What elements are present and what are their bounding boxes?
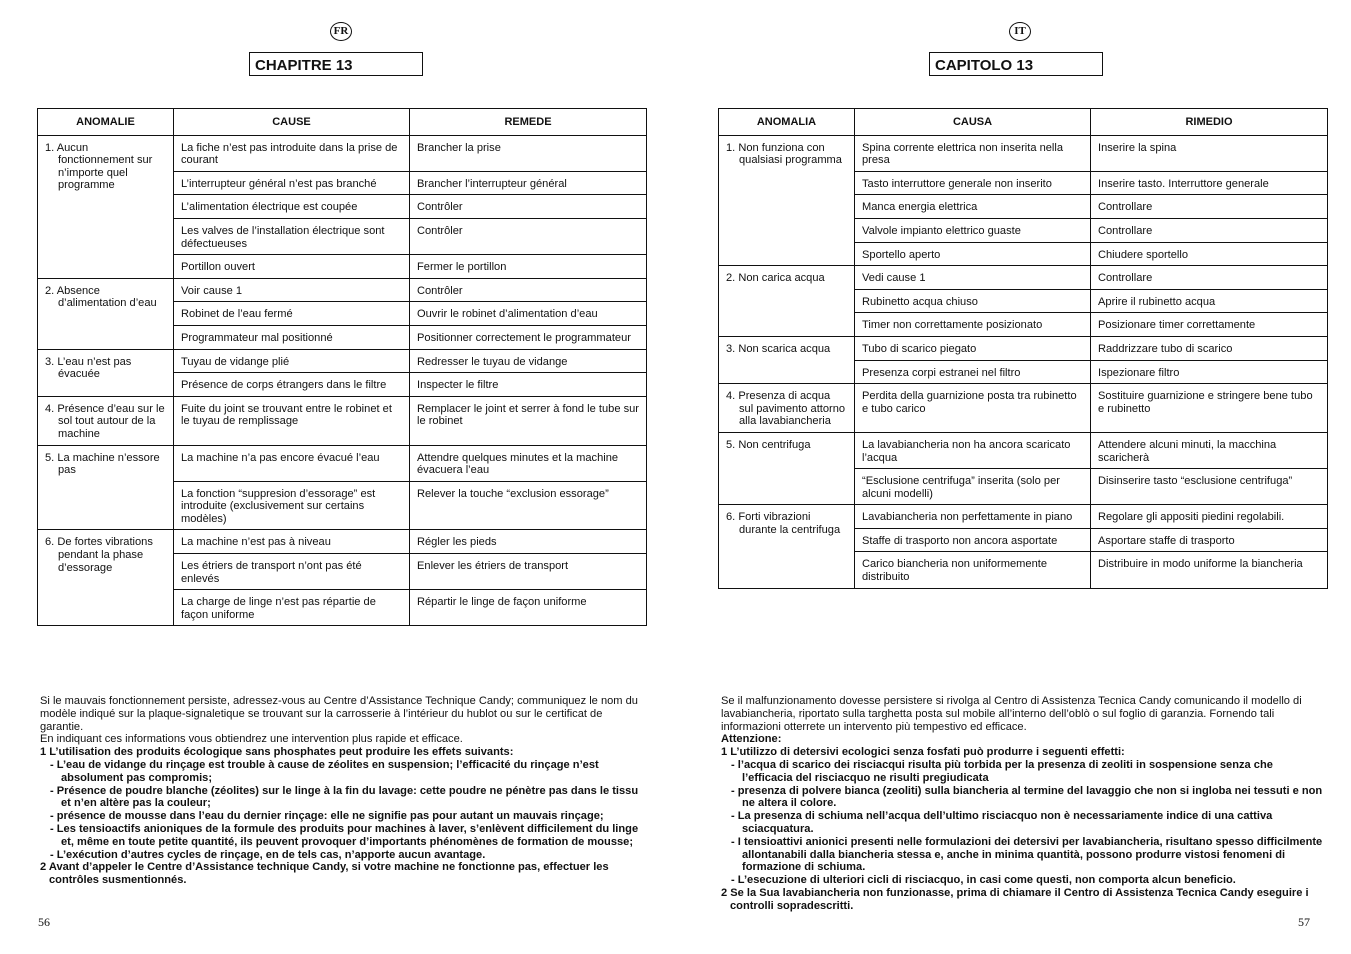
remedy-cell: Regolare gli appositi piedini regolabili. [1091, 505, 1328, 529]
anomaly-text: 4. Presenza di acqua sul pavimento attorno alla lavabiancheria [726, 390, 846, 428]
anomaly-text: 5. La machine n’essore pas [45, 451, 160, 477]
remedy-cell: Controllare [1091, 266, 1328, 290]
table-row [719, 505, 1328, 529]
notes-fr [40, 695, 642, 887]
language-badge-it: IT [1009, 22, 1031, 41]
anomaly-cell [719, 384, 855, 433]
remedy-cell: Distribuire in modo uniforme la biancheria [1091, 552, 1328, 588]
chapter-title-fr: CHAPITRE 13 [249, 52, 423, 76]
table-row [38, 445, 647, 481]
cause-cell: Timer non correttamente posizionato [855, 313, 1091, 337]
cause-cell: Valvole impianto elettrico guaste [855, 218, 1091, 242]
note-item: - Présence de poudre blanche (zéolites) sur le linge à la fin du lavage: cette poudre ne pénètre pas dans le tissu et n’en altère pas la couleur; [50, 784, 639, 810]
language-badge-fr: FR [330, 22, 352, 41]
table-row [38, 278, 647, 302]
remedy-cell: Inspecter le filtre [410, 373, 647, 397]
anomaly-text: 1. Non funziona con qualsiasi programma [726, 141, 842, 167]
anomaly-text: 3. Non scarica acqua [726, 342, 831, 355]
troubleshooting-table-it [718, 108, 1328, 589]
page-number: 57 [1298, 915, 1310, 929]
header-anomaly: ANOMALIE [38, 109, 174, 136]
anomaly-text: 4. Présence d’eau sur le sol tout autour de la machine [45, 402, 165, 440]
anomaly-cell [38, 135, 174, 278]
anomaly-cell [38, 278, 174, 349]
anomaly-text: 1. Aucun fonctionnement sur n’importe quel programme [45, 141, 153, 192]
remedy-cell: Aprire il rubinetto acqua [1091, 289, 1328, 313]
cause-cell: La fiche n’est pas introduite dans la prise de courant [174, 135, 410, 171]
note-item: - Les tensioactifs anioniques de la formule des produits pour machines à laver, s’enlèvent difficilement du linge et, même en toute petite quantité, ils peuvent provoquer d’importants phénomènes de formation de mousse; [50, 822, 639, 848]
remedy-cell: Contrôler [410, 218, 647, 254]
anomaly-cell [38, 396, 174, 445]
note-1-heading: 1 L’utilisation des produits écologique sans phosphates peut produire les effets suivants: [40, 746, 514, 759]
remedy-cell: Redresser le tuyau de vidange [410, 349, 647, 373]
table-row [719, 384, 1328, 433]
remedy-cell: Inserire tasto. Interruttore generale [1091, 171, 1328, 195]
anomaly-cell [719, 266, 855, 337]
note-item: - La presenza di schiuma nell’acqua dell’ultimo risciacquo non è necessariamente indice di una cattiva sciacquatura. [731, 810, 1273, 835]
anomaly-cell [38, 445, 174, 530]
remedy-cell: Brancher la prise [410, 135, 647, 171]
remedy-cell: Ouvrir le robinet d’alimentation d’eau [410, 302, 647, 326]
attention-label: Attenzione: [721, 733, 782, 746]
note-2: 2 Avant d’appeler le Centre d’Assistance technique Candy, si votre machine ne fonctionne pas, effectuer les contrôles susmentionnés. [40, 861, 609, 887]
remedy-cell: Disinserire tasto “esclusione centrifuga” [1091, 469, 1328, 505]
remedy-cell: Répartir le linge de façon uniforme [410, 590, 647, 626]
note-item: - l’acqua di scarico dei risciacqui risulta più torbida per la presenza di zeoliti in sospensione senza che l’efficacia del risciacquo ne risulti pregiudicata [731, 758, 1273, 784]
remedy-cell: Fermer le portillon [410, 255, 647, 279]
remedy-cell: Raddrizzare tubo di scarico [1091, 336, 1328, 360]
header-cause: CAUSE [174, 109, 410, 136]
cause-cell: Rubinetto acqua chiuso [855, 289, 1091, 313]
cause-cell: Manca energia elettrica [855, 195, 1091, 219]
remedy-cell: Positionner correctement le programmateur [410, 325, 647, 349]
remedy-cell: Brancher l’interrupteur général [410, 171, 647, 195]
note-2: 2 Se la Sua lavabiancheria non funzionasse, prima di chiamare il Centro di Assistenza Tecnica Candy eseguire i controlli sopradescritti. [721, 886, 1309, 912]
anomaly-cell [719, 505, 855, 588]
table-row [719, 336, 1328, 360]
remedy-cell: Enlever les étriers de transport [410, 554, 647, 590]
table-row [38, 396, 647, 445]
cause-cell: La fonction “suppresion d’essorage” est introduite (exclusivement sur certains modèles) [174, 481, 410, 530]
cause-cell: Fuite du joint se trouvant entre le robinet et le tuyau de remplissage [174, 396, 410, 445]
cause-cell: “Esclusione centrifuga” inserita (solo per alcuni modelli) [855, 469, 1091, 505]
intro-text-2: En indiquant ces informations vous obtiendrez une intervention plus rapide et efficace. [40, 733, 463, 746]
intro-text: Se il malfunzionamento dovesse persistere si rivolga al Centro di Assistenza Tecnica Candy comunicando il modello di lavabiancheria, riportato sulla targhetta posta sul mobile all’interno dell’oblò o sul foglio di garanzia. Fornendo tali informazioni otterrete un intervento più tempestivo ed efficace. [721, 695, 1302, 733]
cause-cell: Perdita della guarnizione posta tra rubinetto e tubo carico [855, 384, 1091, 433]
cause-cell: Spina corrente elettrica non inserita nella presa [855, 135, 1091, 171]
table-row [719, 135, 1328, 171]
remedy-cell: Controllare [1091, 218, 1328, 242]
table-header-row [38, 109, 647, 136]
table-header-row [719, 109, 1328, 136]
remedy-cell: Attendre quelques minutes et la machine évacuera l’eau [410, 445, 647, 481]
cause-cell: Présence de corps étrangers dans le filtre [174, 373, 410, 397]
anomaly-cell [38, 530, 174, 626]
remedy-cell: Contrôler [410, 195, 647, 219]
anomaly-text: 6. Forti vibrazioni durante la centrifuga [726, 511, 841, 536]
anomaly-text: 5. Non centrifuga [726, 438, 811, 451]
remedy-cell: Sostituire guarnizione e stringere bene tubo e rubinetto [1091, 384, 1328, 433]
anomaly-text: 2. Non carica acqua [726, 272, 825, 285]
cause-cell: Tuyau de vidange plié [174, 349, 410, 373]
cause-cell: La machine n’est pas à niveau [174, 530, 410, 554]
cause-cell: Vedi cause 1 [855, 266, 1091, 290]
remedy-cell: Inserire la spina [1091, 135, 1328, 171]
table-row [38, 530, 647, 554]
note-item: - presenza di polvere bianca (zeoliti) sulla biancheria al termine del lavaggio che non si ingloba nei tessuti e non ne altera il colore. [731, 784, 1323, 810]
remedy-cell: Attendere alcuni minuti, la macchina scaricherà [1091, 432, 1328, 468]
note-item: - I tensioattivi anionici presenti nelle formulazioni dei detersivi per lavabiancheria, risultano spesso difficilmente allontanabili dalla biancheria stessa e, anche in minima quantità, possono produrre vistosi fenomeni di formazione di schiuma. [731, 835, 1323, 874]
intro-text: Si le mauvais fonctionnement persiste, adressez-vous au Centre d’Assistance Technique Candy; communiquez le nom du modèle indiqué sur la plaque-signaletique se trouvant sur la carrosserie à l’intérieur du hublot ou sur le certificat de garantie. [40, 695, 638, 733]
note-item: - L’esecuzione di ulteriori cicli di risciacquo, in casi come questi, non comporta alcun beneficio. [731, 874, 1236, 887]
page-number: 56 [38, 915, 50, 929]
page-it [711, 0, 1331, 954]
note-1-heading: 1 L’utilizzo di detersivi ecologici senza fosfati può produrre i seguenti effetti: [721, 746, 1125, 759]
cause-cell: Tasto interruttore generale non inserito [855, 171, 1091, 195]
anomaly-text: 3. L’eau n’est pas évacuée [45, 355, 132, 381]
cause-cell: Portillon ouvert [174, 255, 410, 279]
header-anomaly: ANOMALIA [719, 109, 855, 136]
page-fr [30, 0, 650, 954]
cause-cell: L’interrupteur général n’est pas branché [174, 171, 410, 195]
remedy-cell: Posizionare timer correttamente [1091, 313, 1328, 337]
table-row [719, 266, 1328, 290]
cause-cell: Staffe di trasporto non ancora asportate [855, 528, 1091, 552]
note-item: - présence de mousse dans l’eau du dernier rinçage: elle ne signifie pas pour autant un mauvais rinçage; [50, 810, 604, 823]
note-item: - L’eau de vidange du rinçage est trouble à cause de zéolites en suspension; l’efficacité du rinçage n’est absolument pas compromis; [50, 758, 599, 784]
cause-cell: Robinet de l’eau fermé [174, 302, 410, 326]
anomaly-cell [719, 336, 855, 383]
remedy-cell: Asportare staffe di trasporto [1091, 528, 1328, 552]
cause-cell: L’alimentation électrique est coupée [174, 195, 410, 219]
cause-cell: Carico biancheria non uniformemente distribuito [855, 552, 1091, 588]
remedy-cell: Contrôler [410, 278, 647, 302]
remedy-cell: Remplacer le joint et serrer à fond le tube sur le robinet [410, 396, 647, 445]
cause-cell: La machine n’a pas encore évacué l’eau [174, 445, 410, 481]
cause-cell: Tubo di scarico piegato [855, 336, 1091, 360]
anomaly-text: 6. De fortes vibrations pendant la phase d’essorage [45, 536, 153, 574]
table-row [38, 349, 647, 373]
cause-cell: Les étriers de transport n’ont pas été enlevés [174, 554, 410, 590]
notes-it [721, 695, 1323, 913]
cause-cell: Les valves de l’installation électrique sont défectueuses [174, 218, 410, 254]
table-row [38, 135, 647, 171]
cause-cell: Presenza corpi estranei nel filtro [855, 360, 1091, 384]
table-row [719, 432, 1328, 468]
chapter-title-it: CAPITOLO 13 [929, 52, 1103, 76]
remedy-cell: Relever la touche “exclusion essorage” [410, 481, 647, 530]
cause-cell: Sportello aperto [855, 242, 1091, 266]
anomaly-text: 2. Absence d’alimentation d’eau [45, 284, 157, 310]
cause-cell: La charge de linge n’est pas répartie de façon uniforme [174, 590, 410, 626]
remedy-cell: Controllare [1091, 195, 1328, 219]
cause-cell: Programmateur mal positionné [174, 325, 410, 349]
note-item: - L’exécution d’autres cycles de rinçage, en de tels cas, n’apporte aucun avantage. [50, 848, 486, 861]
header-cause: CAUSA [855, 109, 1091, 136]
remedy-cell: Chiudere sportello [1091, 242, 1328, 266]
anomaly-cell [719, 135, 855, 266]
header-remedy: REMEDE [410, 109, 647, 136]
cause-cell: Lavabiancheria non perfettamente in piano [855, 505, 1091, 529]
remedy-cell: Régler les pieds [410, 530, 647, 554]
cause-cell: La lavabiancheria non ha ancora scaricato l’acqua [855, 432, 1091, 468]
cause-cell: Voir cause 1 [174, 278, 410, 302]
header-remedy: RIMEDIO [1091, 109, 1328, 136]
troubleshooting-table-fr [37, 108, 647, 626]
remedy-cell: Ispezionare filtro [1091, 360, 1328, 384]
anomaly-cell [719, 432, 855, 504]
anomaly-cell [38, 349, 174, 396]
